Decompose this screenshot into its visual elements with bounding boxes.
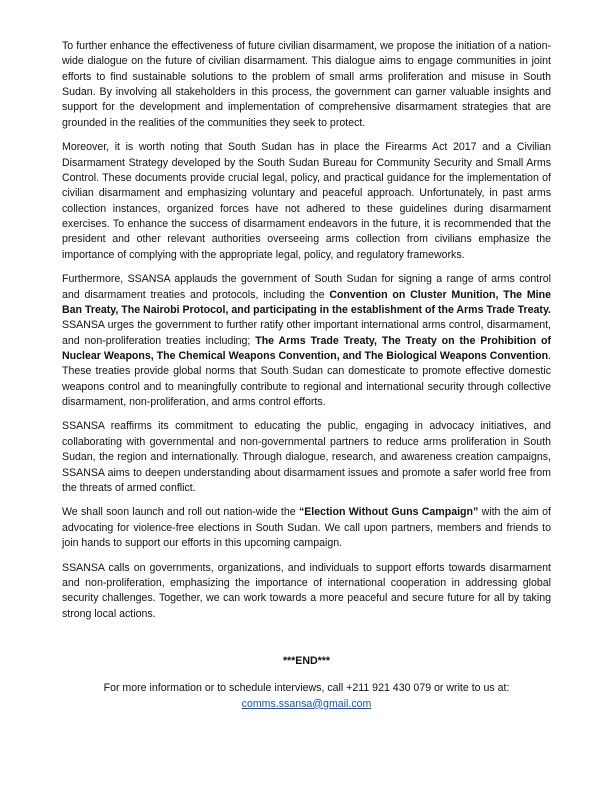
text: with the aim of advocating for violence-free elections in South Sudan. We call upon partners, members and friends to join hands to support our efforts in this upcoming campaign. (62, 506, 552, 550)
contact-email-line (62, 697, 551, 712)
bold-text: The Arms Trade Treaty, The Treaty on the Prohibition of Nuclear Weapons, The Chemical Weapons Convention, and The Biological Weapons Convention (62, 334, 551, 362)
paragraph-commitment: SSANSA reaffirms its commitment to educating the public, engaging in advocacy initiatives, and collaborating with governmental and non-governmental partners to reduce arms proliferation in South Sudan, the region and internationally. Through dialogue, research, and awareness creation campaigns, SSANSA aims to deepen understanding about disarmament issues and promote a safer world free from the threats of armed conflict. (62, 420, 551, 494)
paragraph-firearms-act: Moreover, it is worth noting that South Sudan has in place the Firearms Act 2017 and a Civilian Disarmament Strategy developed by the South Sudan Bureau for Community Security and Small Arms Control. These documents provide crucial legal, policy, and practical guidance for the implementation of civilian disarmament and emphasizing voluntary and peaceful approach. Unfortunately, in past arms collection instances, organized forces have not adhered to these guidelines during disarmament exercises. To enhance the success of disarmament endeavors in the future, it is recommended that the president and other relevant authorities overseeing arms collection from civilians emphasize the importance of complying with the appropriate legal, policy, and regulatory frameworks. (62, 141, 551, 261)
text: SSANSA urges the government to further ratify other important international arms control, disarmament, and non-proliferation treaties including; (62, 319, 551, 347)
text: . These treaties provide global norms that South Sudan can domesticate to promote effective domestic weapons control and to meaningfully contribute to regional and international security through collective disarmament, non-proliferation, and arms control efforts. (62, 349, 551, 408)
contact-text: For more information or to schedule interviews, call +211 921 430 079 or write to us at: (103, 682, 510, 695)
text: We shall soon launch and roll out nation-wide the (62, 506, 299, 519)
bold-text: “Election Without Guns Campaign” (298, 506, 479, 519)
email-link[interactable]: comms.ssansa@gmail.com (241, 697, 372, 710)
paragraph-dialogue: To further enhance the effectiveness of future civilian disarmament, we propose the initiation of a nation-wide dialogue on the future of civilian disarmament. This dialogue aims to engage communities in joint efforts to find sustainable solutions to the problem of small arms proliferation and misuse in South Sudan. By involving all stakeholders in this process, the government can garner valuable insights and support for the development and implementation of comprehensive disarmament strategies that are grounded in the realities of the communities they seek to protect. (62, 40, 551, 129)
paragraph-campaign (62, 505, 551, 551)
paragraph-call-to-action: SSANSA calls on governments, organizations, and individuals to support efforts towards disarmament and non-proliferation, emphasizing the importance of international cooperation in addressing global security challenges. Together, we can work towards a more peaceful and secure future for all by taking strong local actions. (62, 561, 551, 620)
bold-text: Convention on Cluster Munition, The Mine Ban Treaty, The Nairobi Protocol, and participating in the establishment of the Arms Trade Treaty. (62, 288, 551, 316)
document-body (62, 39, 551, 712)
text: Furthermore, SSANSA applauds the government of South Sudan for signing a range of arms control and disarmament treaties and protocols, including the (62, 273, 551, 301)
end-marker: ***END*** (282, 654, 331, 667)
paragraph-treaties (62, 272, 551, 410)
